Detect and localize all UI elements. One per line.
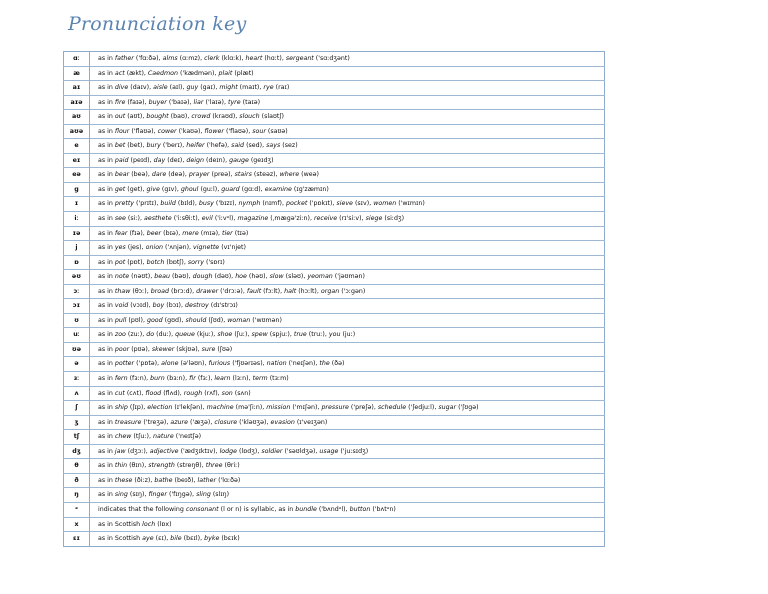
phonetic-symbol: ð — [64, 473, 90, 488]
phonetic-symbol: ʌ — [64, 386, 90, 401]
phonetic-symbol: ɛɪ — [64, 532, 90, 547]
example-description: as in pretty ('prɪtɪ), build (bɪld), busy ('bɪzɪ), nymph (nɪmf), pocket ('pɒkɪt), sieve (sɪv), women ('wɪmɪn) — [90, 197, 605, 212]
table-row — [64, 473, 605, 488]
example-description: as in act (ækt), Caedmon ('kædmən), plait (plæt) — [90, 66, 605, 81]
example-description: as in chew (tʃuː), nature ('neɪtʃə) — [90, 430, 605, 445]
phonetic-symbol: x — [64, 517, 90, 532]
phonetic-symbol: ə — [64, 357, 90, 372]
table-row — [64, 241, 605, 256]
example-description: as in note (nəʊt), beau (bəʊ), dough (dəʊ), hoe (həʊ), slow (sləʊ), yeoman ('jəʊmən) — [90, 270, 605, 285]
table-row — [64, 95, 605, 110]
phonetic-symbol: dʒ — [64, 444, 90, 459]
example-description: as in sing (sɪŋ), finger ('fɪŋgə), sling (slɪŋ) — [90, 488, 605, 503]
table-row — [64, 52, 605, 67]
example-description: as in see (siː), aesthete ('iːsθiːt), evil ('iːvᵊl), magazine (ˌmægə'ziːn), receive (rɪ'siːv), siege (siːdʒ) — [90, 212, 605, 227]
example-description: as in flour ('flaʊə), cower ('kaʊə), flower ('flaʊə), sour (saʊə) — [90, 124, 605, 139]
example-description: as in thaw (θɔː), broad (brɔːd), drawer ('drɔːə), fault (fɔːlt), halt (hɔːlt), organ ('ɔːgən) — [90, 284, 605, 299]
example-description: as in get (get), give (gɪv), ghoul (guːl), guard (gɑːd), examine (ɪg'zæmɪn) — [90, 182, 605, 197]
table-row — [64, 328, 605, 343]
phonetic-symbol: ɜː — [64, 372, 90, 387]
phonetic-symbol: j — [64, 241, 90, 256]
example-description: as in these (ðiːz), bathe (beɪð), lather ('lɑːðə) — [90, 473, 605, 488]
example-description: as in ship (ʃɪp), election (ɪ'lekʃən), machine (mə'ʃiːn), mission ('mɪʃən), pressure ('preʃə), schedule ('ʃedjuːl), sugar ('ʃʊgə) — [90, 401, 605, 416]
phonetic-symbol: ɑː — [64, 52, 90, 67]
example-description: as in out (aʊt), bought (baʊ), crowd (kraʊd), slouch (slaʊtʃ) — [90, 110, 605, 125]
example-description: as in father ('fɑːðə), alms (ɑːmz), clerk (klɑːk), heart (hɑːt), sergeant ('sɑːdʒənt) — [98, 55, 350, 62]
pronunciation-key-table — [63, 51, 605, 547]
example-description: as in pull (pʊl), good (gʊd), should (ʃʊd), woman ('wʊmən) — [90, 313, 605, 328]
example-description: as in treasure ('treʒə), azure ('æʒə), closure ('kləʊʒə), evasion (ɪ'veɪʒən) — [90, 415, 605, 430]
example-description: as in pot (pɒt), botch (bɒtʃ), sorry ('sɒrɪ) — [90, 255, 605, 270]
example-description: as in cut (cʌt), flood (flʌd), rough (rʌf), son (sʌn) — [90, 386, 605, 401]
phonetic-symbol: θ — [64, 459, 90, 474]
table-row — [64, 212, 605, 227]
example-description: as in dive (daɪv), aisle (aɪl), guy (gaɪ), might (maɪt), rye (raɪ) — [90, 81, 605, 96]
phonetic-symbol: aɪə — [64, 95, 90, 110]
table-row — [64, 532, 605, 547]
table-row — [64, 255, 605, 270]
example-description: as in potter ('pɒtə), alone (ə'ləʊn), furious ('fjʊərɪəs), nation ('neɪʃən), the (ðə) — [90, 357, 605, 372]
table-row — [64, 139, 605, 154]
table-row — [64, 459, 605, 474]
phonetic-symbol: ʊə — [64, 342, 90, 357]
phonetic-symbol: eə — [64, 168, 90, 183]
example-description: as in paid (peɪd), day (deɪ), deign (deɪn), gauge (geɪdʒ) — [90, 153, 605, 168]
example-description: indicates that the following consonant (l or n) is syllabic, as in bundle ('bʌndᵊl), button ('bʌtᵊn) — [90, 502, 605, 517]
example-description: as in zoo (zuː), do (duː), queue (kjuː), shoe (ʃuː), spew (spjuː), true (truː), you (juː) — [90, 328, 605, 343]
table-row — [64, 270, 605, 285]
table-row — [64, 153, 605, 168]
table-row — [64, 386, 605, 401]
table-row — [64, 182, 605, 197]
phonetic-symbol: ɔɪ — [64, 299, 90, 314]
example-description: as in Scottish aye (ɛɪ), bile (bɛɪl), byke (bɛɪk) — [90, 532, 605, 547]
phonetic-symbol: aʊə — [64, 124, 90, 139]
phonetic-symbol: aɪ — [64, 81, 90, 96]
phonetic-symbol: aʊ — [64, 110, 90, 125]
table-row — [64, 197, 605, 212]
phonetic-symbol: æ — [64, 66, 90, 81]
table-row — [64, 415, 605, 430]
example-description: as in fern (fɜːn), burn (bɜːn), fir (fɜː), learn (lɜːn), term (tɜːm) — [90, 372, 605, 387]
table-row — [64, 284, 605, 299]
phonetic-symbol: ʃ — [64, 401, 90, 416]
table-row — [64, 313, 605, 328]
table-row — [64, 444, 605, 459]
phonetic-symbol: ɪə — [64, 226, 90, 241]
table-row — [64, 110, 605, 125]
table-row — [64, 488, 605, 503]
example-description: as in jaw (dʒɔː), adjective ('ædʒɪktɪv), lodge (lɒdʒ), soldier ('səʊldʒə), usage ('juːsɪdʒ) — [90, 444, 605, 459]
phonetic-symbol: əʊ — [64, 270, 90, 285]
table-row — [64, 401, 605, 416]
example-description: as in fire (faɪə), buyer ('baɪə), liar ('laɪə), tyre (taɪə) — [90, 95, 605, 110]
phonetic-symbol: ʒ — [64, 415, 90, 430]
example-description: as in yes (jes), onion ('ʌnjən), vignette (vɪ'njet) — [90, 241, 605, 256]
table-row — [64, 357, 605, 372]
table-row — [64, 430, 605, 445]
table-row — [64, 372, 605, 387]
phonetic-symbol: ᵊ — [64, 502, 90, 517]
table-row — [64, 517, 605, 532]
table-row — [64, 66, 605, 81]
phonetic-symbol: ɒ — [64, 255, 90, 270]
table-row — [64, 342, 605, 357]
table-row — [64, 81, 605, 96]
example-description: as in poor (pʊə), skewer (skjʊə), sure (ʃʊə) — [90, 342, 605, 357]
table-row — [64, 124, 605, 139]
table-row — [64, 299, 605, 314]
example-description: as in fear (fɪə), beer (bɪə), mere (mɪə), tier (tɪə) — [90, 226, 605, 241]
table-row — [64, 168, 605, 183]
phonetic-symbol: ɔː — [64, 284, 90, 299]
example-description: as in Scottish loch (lɒx) — [90, 517, 605, 532]
phonetic-symbol: ɪ — [64, 197, 90, 212]
phonetic-symbol: ŋ — [64, 488, 90, 503]
phonetic-symbol: g — [64, 182, 90, 197]
example-description: as in void (vɔɪd), boy (bɔɪ), destroy (dɪ'strɔɪ) — [90, 299, 605, 314]
example-description: as in bet (bet), bury ('berɪ), heifer ('hefə), said (sed), says (sez) — [90, 139, 605, 154]
table-row — [64, 502, 605, 517]
phonetic-symbol: e — [64, 139, 90, 154]
example-description: as in bear (beə), dare (deə), prayer (preə), stairs (steəz), where (weə) — [90, 168, 605, 183]
example-description: as in thin (θɪn), strength (streŋθ), three (θriː) — [90, 459, 605, 474]
table-row — [64, 226, 605, 241]
phonetic-symbol: ʊ — [64, 313, 90, 328]
phonetic-symbol: iː — [64, 212, 90, 227]
page-title: Pronunciation key — [68, 13, 247, 35]
phonetic-symbol: tʃ — [64, 430, 90, 445]
phonetic-symbol: eɪ — [64, 153, 90, 168]
phonetic-symbol: uː — [64, 328, 90, 343]
